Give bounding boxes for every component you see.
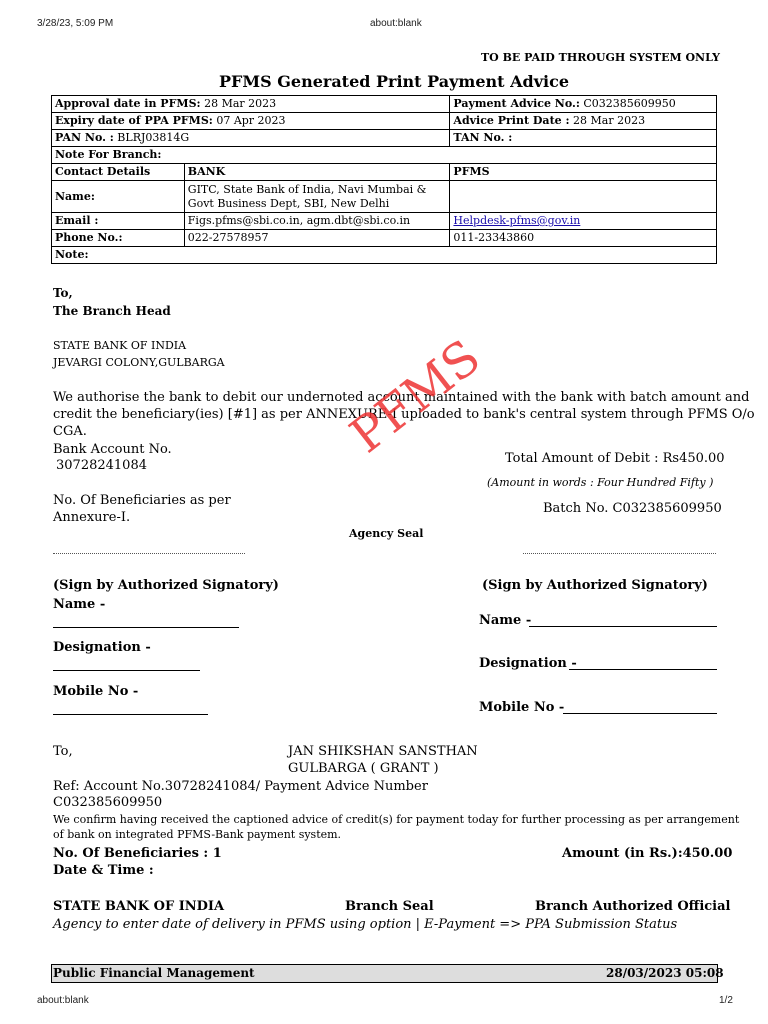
approval-date-value: 28 Mar 2023 [200, 97, 277, 110]
expiry-date-label: Expiry date of PPA PFMS: [55, 114, 213, 127]
left-mobile-line [53, 714, 208, 715]
right-designation-line [569, 669, 717, 670]
print-date-cell [450, 113, 717, 130]
left-designation-line [53, 670, 200, 671]
pfms-name-cell [450, 181, 717, 213]
pfms-email-cell [450, 213, 717, 230]
advice-no-label: Payment Advice No.: [453, 97, 580, 110]
ack-confirm-line-1: We confirm having received the captioned advice of credit(s) for payment today for further processing as per arrangement [53, 813, 740, 826]
amount-in-words: (Amount in words : Four Hundred Fifty ) [487, 476, 714, 489]
right-name-label: Name - [479, 613, 532, 628]
address-branch: JEVARGI COLONY,GULBARGA [53, 356, 225, 369]
footer-timestamp: 28/03/2023 05:08 [606, 966, 724, 980]
footer-label: Public Financial Management [53, 966, 255, 980]
authorise-line-1: We authorise the bank to debit our undernoted account maintained with the bank with batch amount and [53, 390, 750, 405]
authorise-line-3: CGA. [53, 424, 87, 439]
pan-label: PAN No. : [55, 131, 114, 144]
right-mobile-line [563, 713, 717, 714]
left-name-label: Name - [53, 597, 106, 612]
bank-account-value: 30728241084 [56, 458, 147, 473]
total-debit: Total Amount of Debit : Rs450.00 [505, 451, 725, 466]
print-date-label: Advice Print Date : [453, 114, 570, 127]
pfms-phone: 011-23343860 [450, 230, 717, 247]
left-designation-label: Designation - [53, 640, 151, 655]
print-page-title: about:blank [370, 18, 422, 29]
bank-name-line-1: GITC, State Bank of India, Navi Mumbai & [187, 182, 427, 196]
batch-number: Batch No. C032385609950 [543, 501, 722, 516]
phone-label: Phone No.: [52, 230, 185, 247]
expiry-date-value: 07 Apr 2023 [212, 114, 286, 127]
advice-no-value: C032385609950 [579, 97, 676, 110]
ack-amount: Amount (in Rs.):450.00 [562, 846, 733, 861]
name-label: Name: [52, 181, 185, 213]
pfms-watermark: PFMS [340, 329, 491, 465]
approval-date-cell [52, 96, 450, 113]
beneficiaries-label-1: No. Of Beneficiaries as per [53, 493, 231, 508]
agency-sign-line-left [53, 553, 245, 554]
left-sign-label: (Sign by Authorized Signatory) [53, 578, 279, 593]
ack-branch-official: Branch Authorized Official [535, 899, 731, 914]
ack-beneficiaries: No. Of Beneficiaries : 1 [53, 846, 222, 861]
right-name-line [529, 626, 717, 627]
left-mobile-label: Mobile No - [53, 684, 139, 699]
right-sign-label: (Sign by Authorized Signatory) [482, 578, 708, 593]
advice-no-cell [450, 96, 717, 113]
ack-ref-line-2: C032385609950 [53, 795, 163, 810]
address-branch-head: The Branch Head [53, 304, 171, 318]
ack-date-time: Date & Time : [53, 863, 154, 878]
bank-name-cell [184, 181, 450, 213]
right-designation-label: Designation - [479, 656, 577, 671]
ack-agency-line-2: GULBARGA ( GRANT ) [288, 761, 439, 776]
contact-details-label: Contact Details [52, 164, 185, 181]
ack-agency-instruction: Agency to enter date of delivery in PFMS using option | E-Payment => PPA Submission Status [53, 917, 678, 932]
expiry-date-cell [52, 113, 450, 130]
agency-sign-line-right [523, 553, 716, 554]
bank-account-label: Bank Account No. [53, 442, 172, 457]
ack-branch-seal: Branch Seal [345, 899, 434, 914]
ack-to: To, [53, 744, 73, 759]
authorise-line-2: credit the beneficiary(ies) [#1] as per ANNEXURE-I uploaded to bank's central system through PFMS O/o [53, 407, 755, 422]
ack-agency-line-1: JAN SHIKSHAN SANSTHAN [288, 744, 478, 759]
bank-email: Figs.pfms@sbi.co.in, agm.dbt@sbi.co.in [184, 213, 450, 230]
print-datetime: 3/28/23, 5:09 PM [37, 18, 114, 29]
pfms-column-header: PFMS [450, 164, 717, 181]
approval-date-label: Approval date in PFMS: [55, 97, 201, 110]
right-mobile-label: Mobile No - [479, 700, 565, 715]
bank-phone: 022-27578957 [184, 230, 450, 247]
ack-ref-line-1: Ref: Account No.30728241084/ Payment Advice Number [53, 779, 428, 794]
beneficiaries-label-2: Annexure-I. [53, 510, 131, 525]
pfms-email-link[interactable]: Helpdesk-pfms@gov.in [453, 214, 581, 227]
print-footer-url: about:blank [37, 995, 89, 1006]
agency-seal-label: Agency Seal [349, 527, 424, 540]
note-for-branch-label: Note For Branch: [52, 147, 717, 164]
pan-value: BLRJ03814G [113, 131, 190, 144]
note-label: Note: [52, 247, 717, 264]
print-page-count: 1/2 [719, 995, 733, 1006]
page-title: PFMS Generated Print Payment Advice [219, 72, 570, 91]
print-date-value: 28 Mar 2023 [569, 114, 646, 127]
pay-through-system-note: TO BE PAID THROUGH SYSTEM ONLY [481, 51, 720, 64]
email-label: Email : [52, 213, 185, 230]
pan-cell [52, 130, 450, 147]
ack-bank-name: STATE BANK OF INDIA [53, 899, 225, 914]
left-name-line [53, 627, 239, 628]
address-bank: STATE BANK OF INDIA [53, 339, 187, 352]
tan-label: TAN No. : [450, 130, 717, 147]
advice-info-table [51, 95, 717, 264]
ack-confirm-line-2: of bank on integrated PFMS-Bank payment system. [53, 828, 342, 841]
address-to: To, [53, 286, 73, 300]
bank-column-header: BANK [184, 164, 450, 181]
bank-name-line-2: Govt Business Dept, SBI, New Delhi [187, 196, 390, 210]
